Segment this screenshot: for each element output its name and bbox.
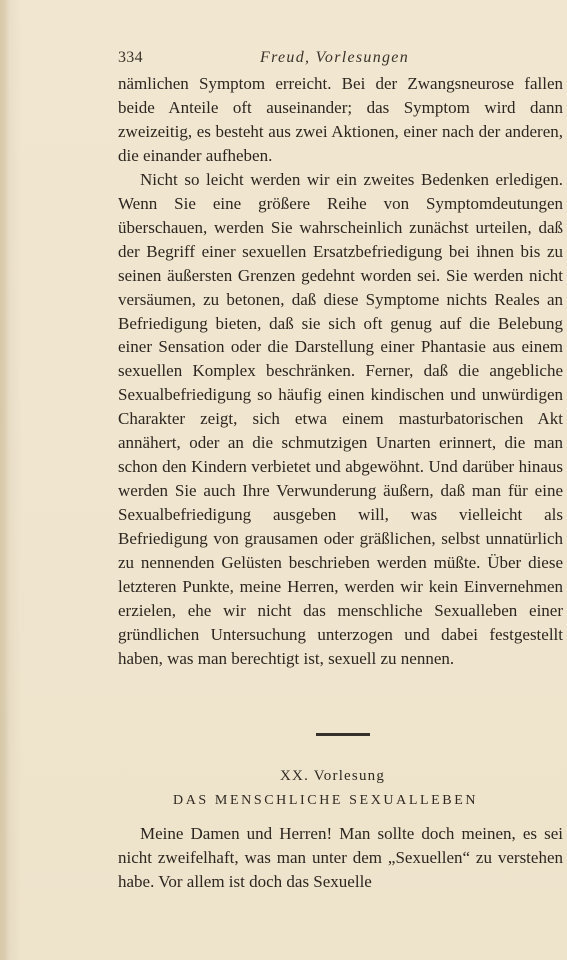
lecture-label: XX. Vorlesung: [280, 768, 386, 784]
chapter-title: DAS MENSCHLICHE SEXUALLEBEN: [173, 793, 479, 808]
section-divider: [316, 733, 370, 736]
argument-paragraph: Nicht so leicht werden wir ein zweites Bedenken erledigen. Wenn Sie eine größere Reihe von Symptomdeutungen überschauen, werden Sie wahrscheinlich zunächst urteilen, daß der Begriff einer sexuellen Ersatzbefriedigung bei ihnen bis zu seinen äußersten Grenzen gedehnt worden sei. Sie werden nicht versäumen, zu betonen, daß diese Symptome nichts Reales an Befriedigung bieten, daß sie sich oft genug auf die Belebung einer Sensation oder die Darstellung einer Phantasie aus einem sexuellen Komplex beschränken. Ferner, daß die angebliche Sexualbefriedigung so häufig einen kindischen und unwürdigen Charakter zeigt, sich etwa einem masturbatorischen Akt annähert, oder an die schmutzigen Unarten erinnert, die man schon den Kindern verbietet und abgewöhnt. Und darüber hinaus werden Sie auch Ihre Verwunderung äußern, daß man für eine Sexualbefriedigung ausgeben will, was vielleicht als Befriedigung von grausamen oder gräßlichen, selbst unnatürlich zu nennenden Gelüsten beschrieben werden müßte. Über diese letzteren Punkte, meine Herren, werden wir kein Einvernehmen erzielen, ehe wir nicht das menschliche Sexualleben einer gründlichen Untersuchung unterzogen und dabei festgestellt haben, was man berechtigt ist, sexuell zu nennen.: [118, 169, 563, 668]
chapter-opening-text: [118, 822, 563, 894]
page-gutter-shadow: [0, 0, 10, 960]
continuation-paragraph: nämlichen Symptom erreicht. Bei der Zwangsneurose fallen beide Anteile oft auseinander; das Symptom wird dann zweizeitig, es besteht aus zwei Aktionen, einer nach der anderen, die einander aufheben.: [118, 74, 563, 165]
main-text: [118, 72, 563, 671]
page-number: 334: [118, 49, 143, 66]
chapter-opening-paragraph: Meine Damen und Herren! Man sollte doch meinen, es sei nicht zweifelhaft, was man unter dem „Sexuellen“ zu verstehen habe. Vor allem ist doch das Sexuelle: [118, 824, 563, 891]
running-title: Freud, Vorlesungen: [260, 49, 410, 66]
page-header: [118, 49, 558, 71]
